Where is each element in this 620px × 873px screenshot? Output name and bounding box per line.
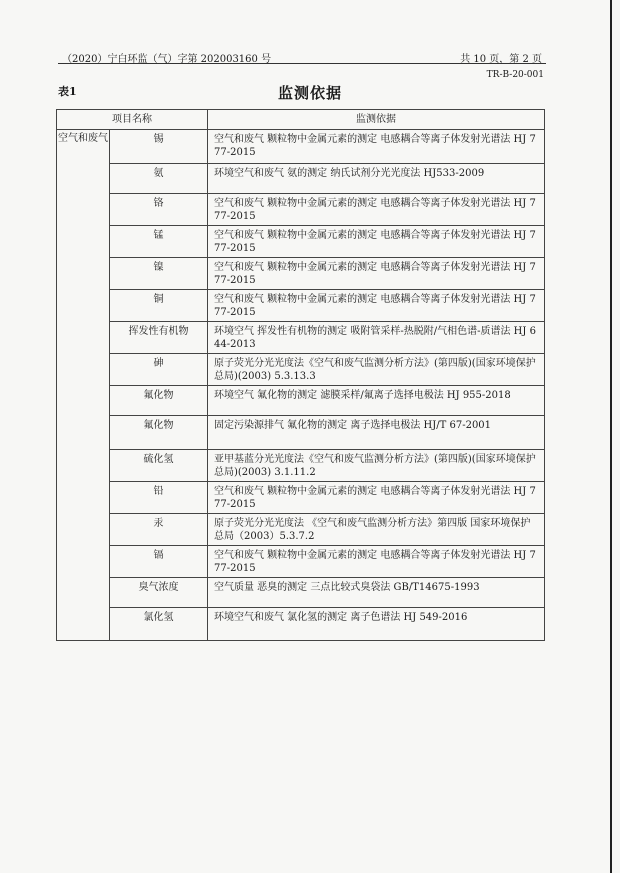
basis-cell: 空气和废气 颗粒物中金属元素的测定 电感耦合等离子体发射光谱法 HJ 777-2015 bbox=[208, 194, 545, 226]
column-header-basis: 监测依据 bbox=[208, 110, 545, 130]
basis-cell: 空气和废气 颗粒物中金属元素的测定 电感耦合等离子体发射光谱法 HJ 777-2015 bbox=[208, 482, 545, 514]
item-name-cell: 镉 bbox=[110, 546, 208, 578]
basis-cell: 空气质量 恶臭的测定 三点比较式臭袋法 GB/T14675-1993 bbox=[208, 578, 545, 608]
table-row bbox=[57, 386, 545, 416]
table-row bbox=[57, 164, 545, 194]
table-row bbox=[57, 130, 545, 164]
table-row bbox=[57, 258, 545, 290]
document-number: （2020）宁白环监（气）字第 202003160 号 bbox=[62, 54, 272, 65]
item-name-cell: 锰 bbox=[110, 226, 208, 258]
basis-cell: 亚甲基蓝分光光度法《空气和废气监测分析方法》(第四版)(国家环境保护总局)(2003) 3.1.11.2 bbox=[208, 450, 545, 482]
basis-cell: 空气和废气 颗粒物中金属元素的测定 电感耦合等离子体发射光谱法 HJ 777-2015 bbox=[208, 130, 545, 164]
header-divider bbox=[58, 63, 546, 64]
basis-cell: 环境空气 氟化物的测定 滤膜采样/氟离子选择电极法 HJ 955-2018 bbox=[208, 386, 545, 416]
item-name-cell: 氟化物 bbox=[110, 416, 208, 450]
item-name-cell: 氟化物 bbox=[110, 386, 208, 416]
basis-cell: 环境空气和废气 氯化氢的测定 离子色谱法 HJ 549-2016 bbox=[208, 608, 545, 641]
form-code: TR-B-20-001 bbox=[486, 70, 544, 80]
item-name-cell: 氯化氢 bbox=[110, 608, 208, 641]
item-name-cell: 汞 bbox=[110, 514, 208, 546]
basis-cell: 空气和废气 颗粒物中金属元素的测定 电感耦合等离子体发射光谱法 HJ 777-2015 bbox=[208, 290, 545, 322]
basis-cell: 空气和废气 颗粒物中金属元素的测定 电感耦合等离子体发射光谱法 HJ 777-2015 bbox=[208, 226, 545, 258]
item-name-cell: 铜 bbox=[110, 290, 208, 322]
basis-cell: 原子荧光分光光度法《空气和废气监测分析方法》(第四版)(国家环境保护总局)(2003) 5.3.13.3 bbox=[208, 354, 545, 386]
table-row bbox=[57, 578, 545, 608]
item-name-cell: 硫化氢 bbox=[110, 450, 208, 482]
basis-cell: 空气和废气 颗粒物中金属元素的测定 电感耦合等离子体发射光谱法 HJ 777-2015 bbox=[208, 258, 545, 290]
table-row bbox=[57, 450, 545, 482]
basis-cell: 固定污染源排气 氟化物的测定 离子选择电极法 HJ/T 67-2001 bbox=[208, 416, 545, 450]
item-name-cell: 氨 bbox=[110, 164, 208, 194]
table-row bbox=[57, 290, 545, 322]
item-name-cell: 铅 bbox=[110, 482, 208, 514]
scan-edge bbox=[610, 0, 612, 873]
table-row bbox=[57, 608, 545, 641]
page-indicator: 共 10 页，第 2 页 bbox=[460, 54, 542, 65]
item-name-cell: 锡 bbox=[110, 130, 208, 164]
table-body bbox=[57, 130, 545, 641]
item-name-cell: 挥发性有机物 bbox=[110, 322, 208, 354]
table-header-row bbox=[57, 110, 545, 130]
item-name-cell: 镍 bbox=[110, 258, 208, 290]
table-row bbox=[57, 354, 545, 386]
monitoring-basis-table bbox=[56, 109, 545, 641]
item-name-cell: 臭气浓度 bbox=[110, 578, 208, 608]
item-name-cell: 铬 bbox=[110, 194, 208, 226]
basis-cell: 原子荧光分光光度法 《空气和废气监测分析方法》第四版 国家环境保护总局（2003）5.3.7.2 bbox=[208, 514, 545, 546]
basis-cell: 环境空气 挥发性有机物的测定 吸附管采样-热脱附/气相色谱-质谱法 HJ 644-2013 bbox=[208, 322, 545, 354]
table-row bbox=[57, 226, 545, 258]
table-label: 表1 bbox=[58, 85, 77, 98]
page-title: 监测依据 bbox=[277, 84, 342, 102]
table-row bbox=[57, 322, 545, 354]
item-name-cell: 砷 bbox=[110, 354, 208, 386]
basis-cell: 空气和废气 颗粒物中金属元素的测定 电感耦合等离子体发射光谱法 HJ 777-2015 bbox=[208, 546, 545, 578]
basis-cell: 环境空气和废气 氨的测定 纳氏试剂分光光度法 HJ533-2009 bbox=[208, 164, 545, 194]
column-header-item: 项目名称 bbox=[57, 110, 208, 130]
table-row bbox=[57, 194, 545, 226]
table-row bbox=[57, 514, 545, 546]
category-cell: 空气和废气 bbox=[57, 130, 110, 641]
table-row bbox=[57, 546, 545, 578]
table-row bbox=[57, 416, 545, 450]
table-row bbox=[57, 482, 545, 514]
